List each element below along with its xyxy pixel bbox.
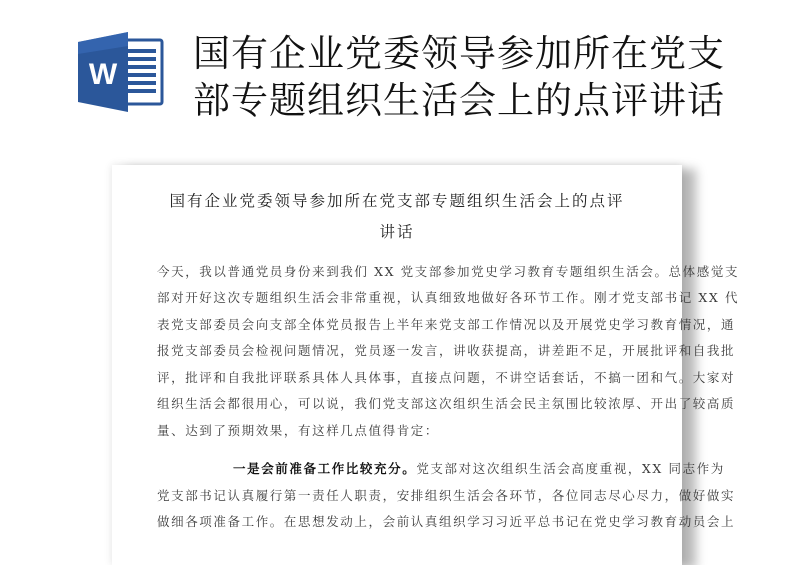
point-one-heading: 一是会前准备工作比较充分。 [233,461,417,476]
point-one-line [233,459,733,477]
paragraph-line: 做细各项准备工作。在思想发动上，会前认真组织学习习近平总书记在党史学习教育动员会上 [157,514,736,529]
header-banner [0,0,800,150]
header-title-line-2: 部专题组织生活会上的点评讲话 [193,79,725,122]
paragraph-line: 评，批评和自我批评联系具体人具体事，直接点问题，不讲空话套话，不搞一团和气。大家对 [157,370,736,385]
paragraph-line: 报党支部委员会检视问题情况，党员逐一发言，讲收获提高，讲差距不足，开展批评和自我批 [157,343,736,358]
document-title-line-1: 国有企业党委领导参加所在党支部专题组织生活会上的点评 [169,192,625,210]
point-one-text: 党支部对这次组织生活会高度重视，XX 同志作为 [416,461,725,476]
header-title [193,30,725,124]
paragraph-line: 今天，我以普通党员身份来到我们 XX 党支部参加党史学习教育专题组织生活会。总体感觉支 [157,264,740,279]
paragraph-line: 表党支部委员会向支部全体党员报告上半年来党支部工作情况以及开展党史学习教育情况，通 [157,317,736,332]
paragraph-line: 党支部书记认真履行第一责任人职责，安排组织生活会各环节，各位同志尽心尽力，做好做实 [157,488,736,503]
paragraph-line: 组织生活会都很用心，可以说，我们党支部这次组织生活会民主氛围比较浓厚、开出了较高质 [157,396,736,411]
svg-text:W: W [88,58,118,91]
header-title-line-1: 国有企业党委领导参加所在党支 [193,32,725,75]
word-icon [76,32,164,112]
paragraph-line: 量、达到了预期效果，有这样几点值得肯定： [157,423,440,438]
paragraph-line: 部对开好这次专题组织生活会非常重视，认真细致地做好各环节工作。刚才党支部书记 XX 代 [157,290,740,305]
document-title-line-2: 讲话 [379,223,415,241]
document-page [112,165,740,565]
